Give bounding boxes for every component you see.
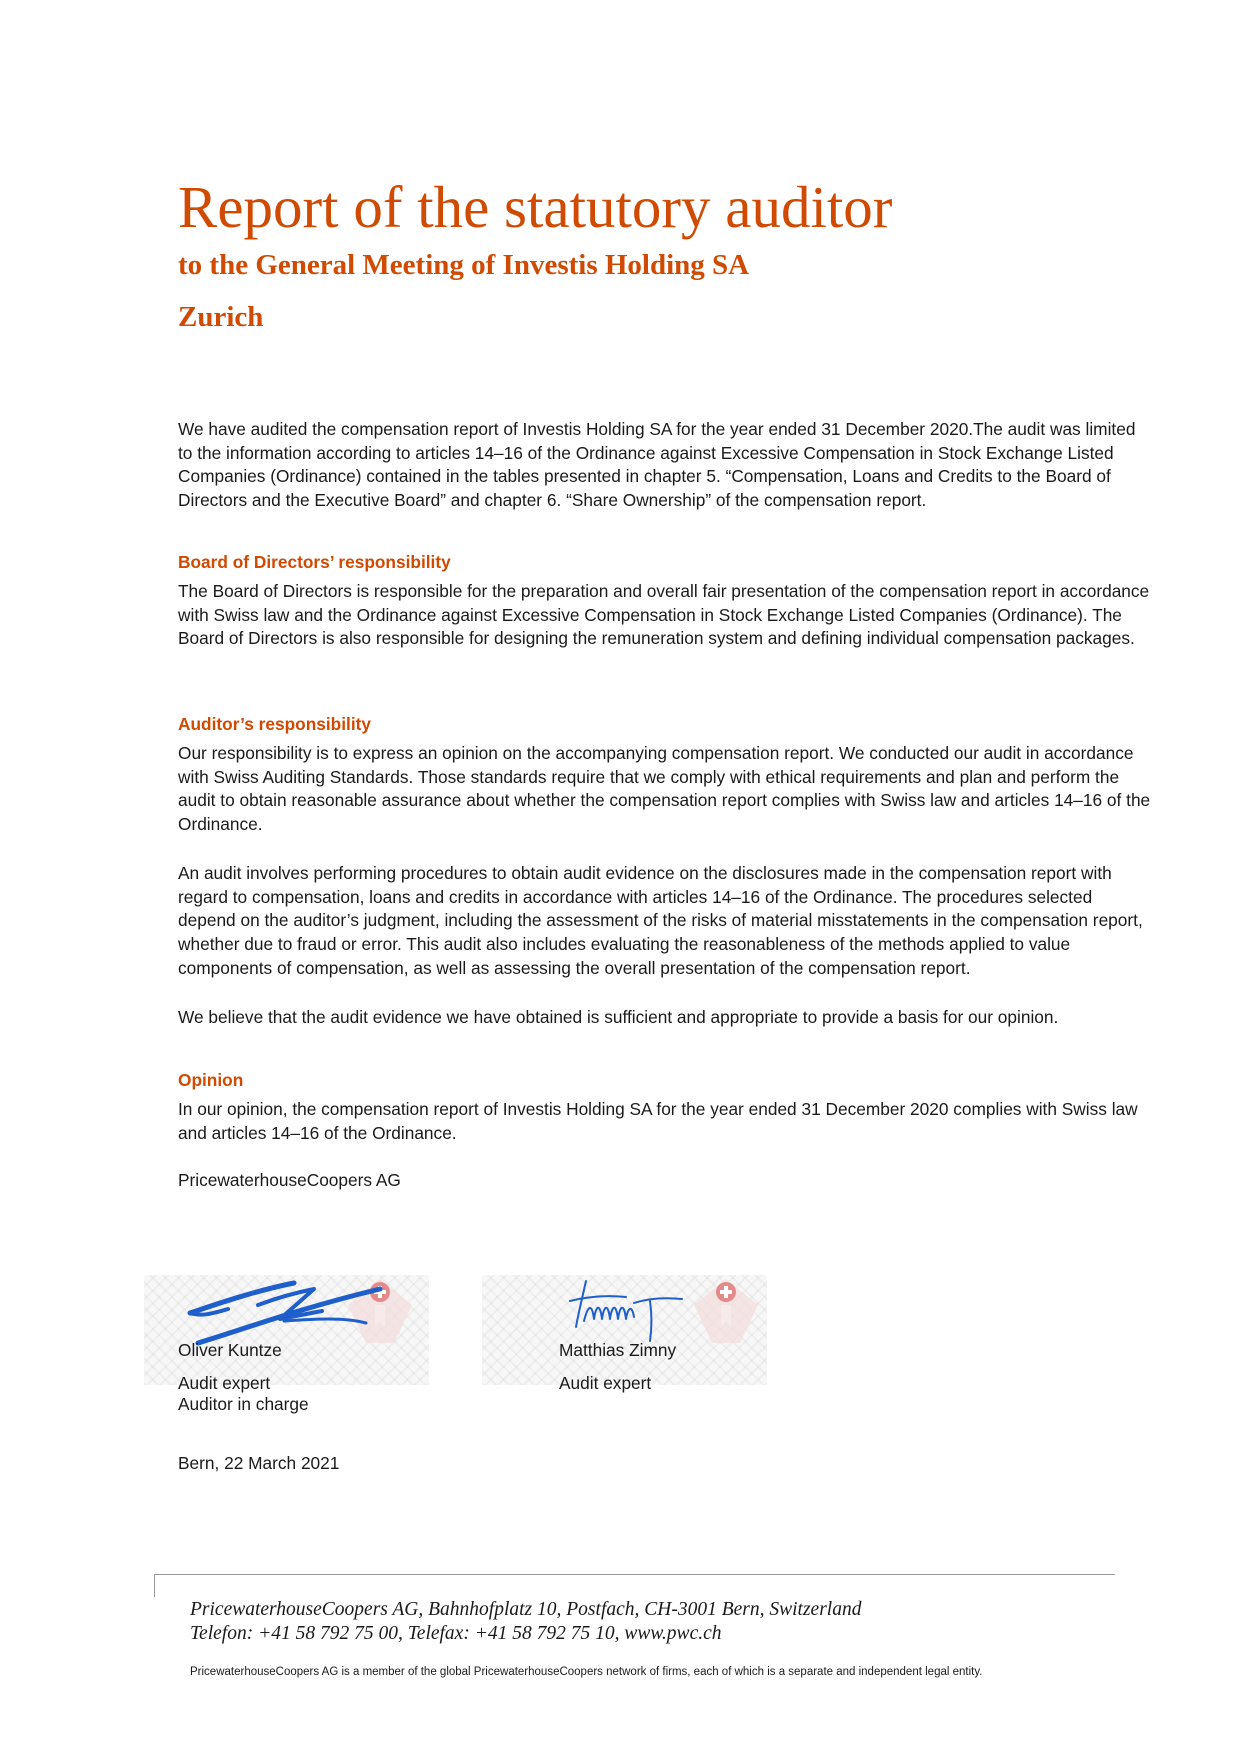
- firm-name: PricewaterhouseCoopers AG: [178, 1170, 401, 1190]
- signatory-role: Auditor in charge: [178, 1394, 309, 1414]
- footer-network-note: PricewaterhouseCoopers AG is a member of the global PricewaterhouseCoopers network of firms, each of which is a separate and independent legal entity.: [190, 1666, 983, 1678]
- board-responsibility-text: The Board of Directors is responsible for the preparation and overall fair presentation of the compensation report in accordance with Swiss law and the Ordinance against Excessive Compensation in Stock Exchange Listed Companies (Ordinance). The Board of Directors is also responsible for designing the remuneration system and defining individual compensation packages.: [178, 581, 1150, 649]
- auditor-responsibility-paragraph: Our responsibility is to express an opinion on the accompanying compensation report. We conducted our audit in accordance with Swiss Auditing Standards. Those standards require that we comply with ethical requirements and plan and perform the audit to obtain reasonable assurance about whether the compensation report complies with Swiss law and articles 14–16 of the Ordinance.: [178, 743, 1151, 835]
- footer-divider: [154, 1574, 1115, 1597]
- signature-block: [482, 1275, 767, 1385]
- opinion-text: In our opinion, the compensation report of Investis Holding SA for the year ended 31 December 2020 complies with Swiss law and articles 14–16 of the Ordinance.: [178, 1099, 1138, 1143]
- signatory-role: Audit expert: [559, 1373, 652, 1393]
- footer-contact: Telefon: +41 58 792 75 00, Telefax: +41 58 792 75 10, www.pwc.ch: [190, 1623, 722, 1644]
- place-date: Bern, 22 March 2021: [178, 1453, 340, 1473]
- auditor-responsibility-heading: Auditor’s responsibility: [178, 714, 371, 734]
- swiss-seal-icon: [690, 1275, 762, 1347]
- signatory-name: Matthias Zimny: [559, 1340, 677, 1360]
- board-responsibility-heading: Board of Directors’ responsibility: [178, 552, 451, 572]
- report-location: Zurich: [178, 301, 264, 333]
- intro-paragraph: We have audited the compensation report of Investis Holding SA for the year ended 31 December 2020.The audit was limited to the information according to articles 14–16 of the Ordinance against Excessive Compensation in Stock Exchange Listed Companies (Ordinance) contained in the tables presented in chapter 5. “Compensation, Loans and Credits to the Board of Directors and the Executive Board” and chapter 6. “Share Ownership” of the compensation report.: [178, 419, 1136, 511]
- footer-address: PricewaterhouseCoopers AG, Bahnhofplatz 10, Postfach, CH-3001 Bern, Switzerland: [190, 1599, 862, 1620]
- opinion-heading: Opinion: [178, 1070, 244, 1090]
- signatory-role: Audit expert: [178, 1373, 271, 1393]
- signature-block: [144, 1275, 429, 1385]
- report-subtitle: to the General Meeting of Investis Holding SA: [178, 249, 750, 281]
- signature-1-icon: [184, 1277, 384, 1347]
- report-title: Report of the statutory auditor: [178, 174, 893, 240]
- auditor-responsibility-paragraph: An audit involves performing procedures to obtain audit evidence on the disclosures made in the compensation report with regard to compensation, loans and credits in accordance with articles 14–16 of the Ordinance. The procedures selected depend on the auditor’s judgment, including the assessment of the risks of material misstatements in the compensation report, whether due to fraud or error. This audit also includes evaluating the reasonableness of the methods applied to value components of compensation, as well as assessing the overall presentation of the compensation report.: [178, 863, 1143, 978]
- auditor-responsibility-paragraph: We believe that the audit evidence we have obtained is sufficient and appropriate to provide a basis for our opinion.: [178, 1007, 1059, 1027]
- signature-2-icon: [566, 1275, 686, 1345]
- signatory-name: Oliver Kuntze: [178, 1340, 282, 1360]
